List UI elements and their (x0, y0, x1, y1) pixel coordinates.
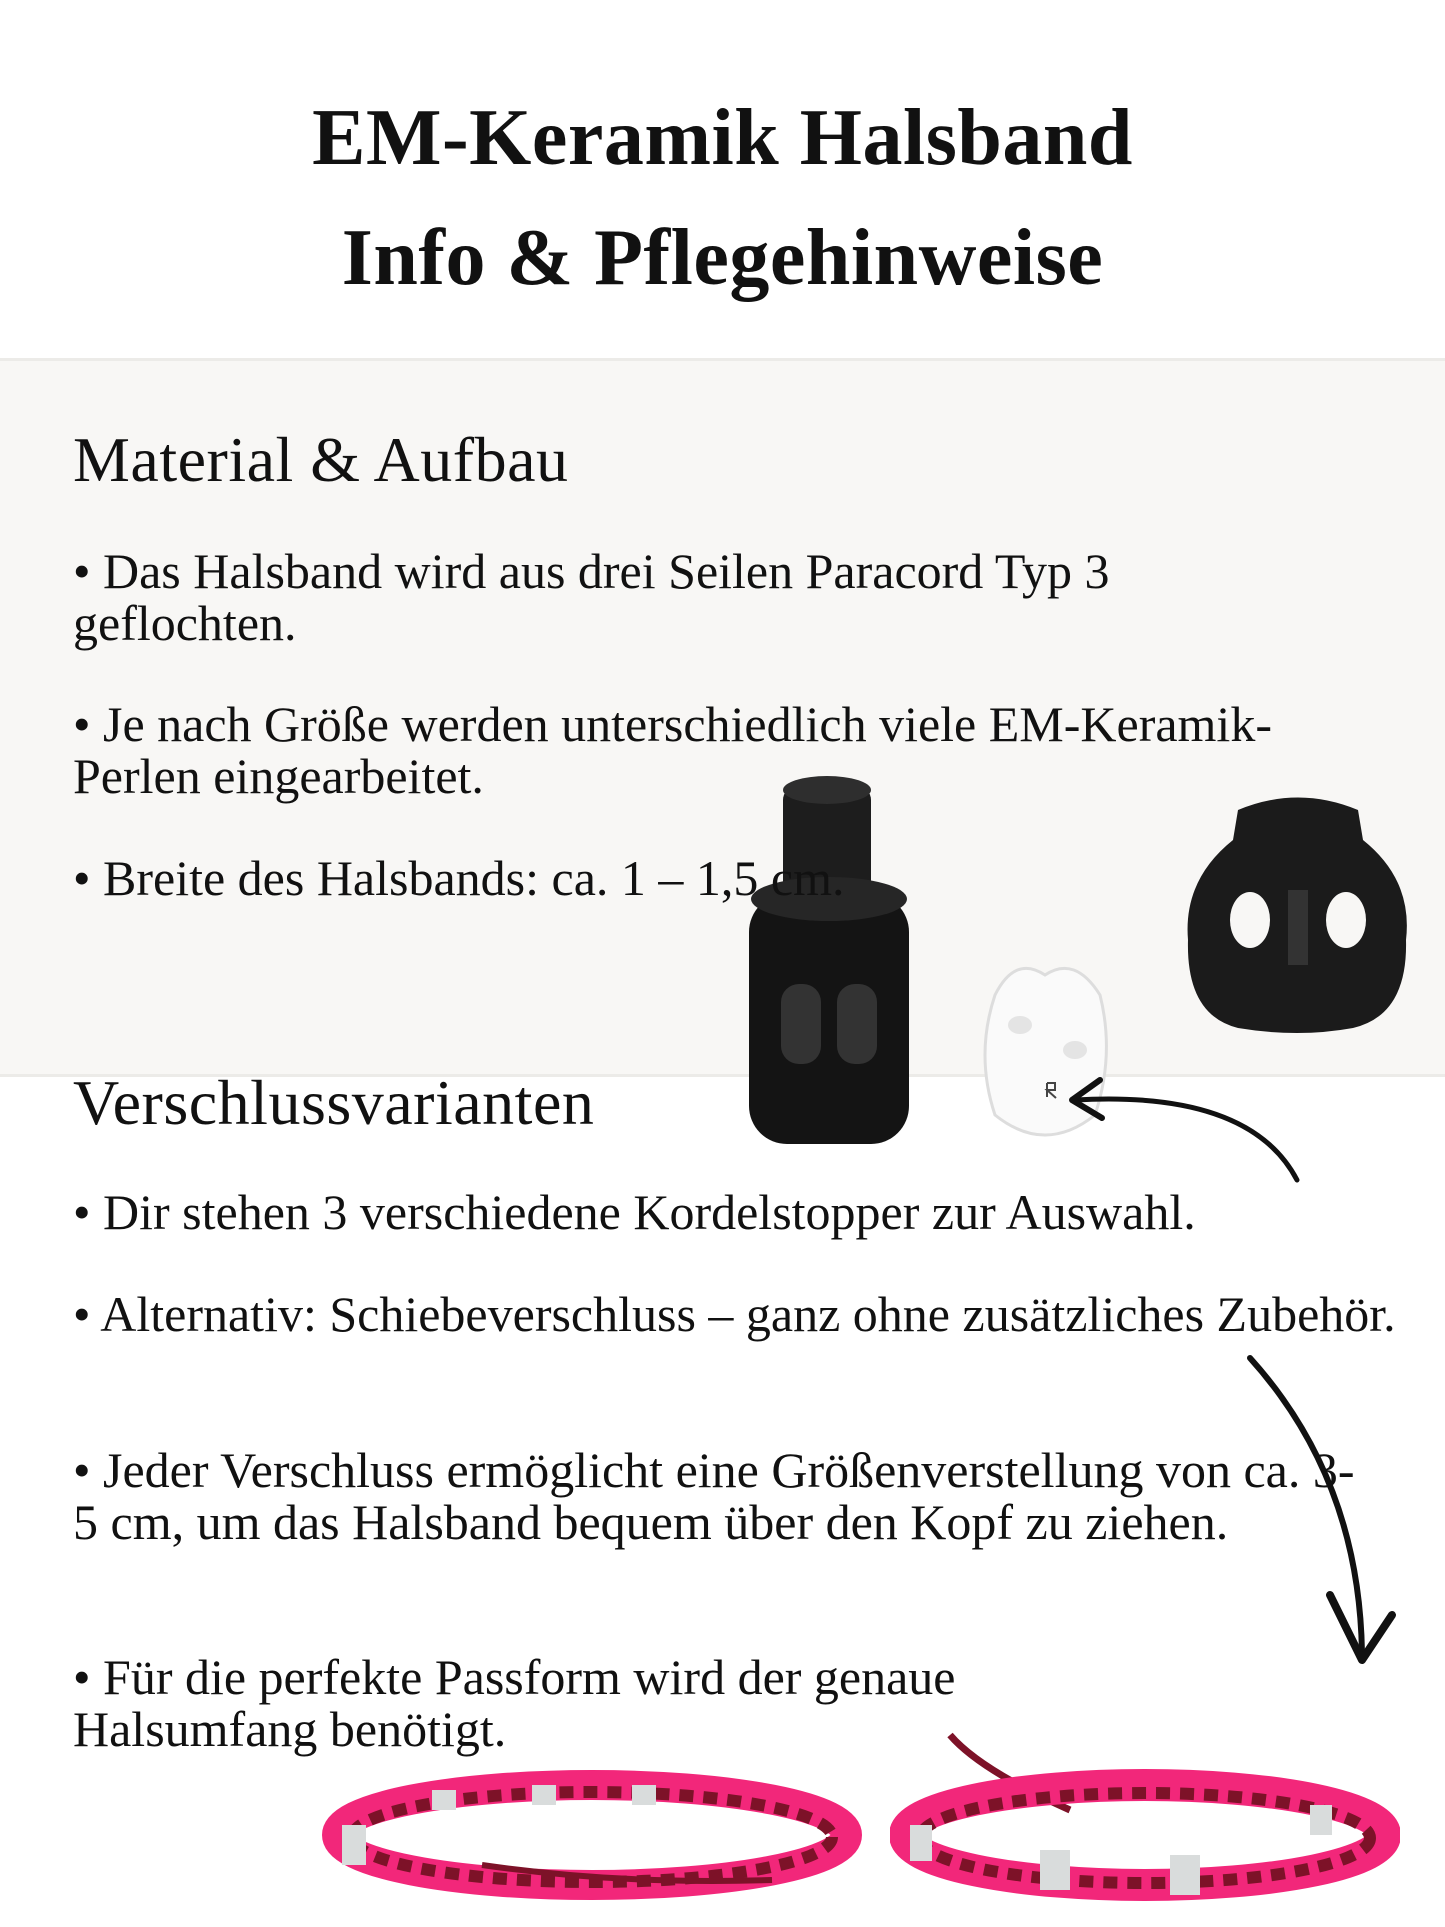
bullet-width: • Breite des Halsbands: ca. 1 – 1,5 cm. (73, 850, 845, 906)
bullet-beads: • Je nach Größe werden unterschiedlich viele EM-Keramik-Perlen eingearbeitet. (73, 696, 1272, 804)
black-cord-stopper-image (1178, 790, 1418, 1035)
page-title-line2: Info & Pflegehinweise (341, 214, 1104, 302)
white-cord-stopper-image (975, 955, 1115, 1150)
cylinder-cord-stopper-image (741, 774, 916, 1159)
bullet-size-adjust: • Jeder Verschluss ermöglicht eine Größenverstellung von ca. 3-5 cm, um das Halsband bequem über den Kopf zu ziehen. (73, 1442, 1355, 1550)
bullet-fit: • Für die perfekte Passform wird der genaue Halsumfang benötigt. (73, 1649, 956, 1757)
bullet-slide-closure: • Alternativ: Schiebeverschluss – ganz ohne zusätzliches Zubehör. (73, 1286, 1396, 1342)
bracelet-cord-stopper-image (322, 1765, 862, 1905)
page-title-line1: EM-Keramik Halsband (312, 94, 1133, 182)
bracelet-slide-closure-image (890, 1730, 1400, 1905)
section-heading-material: Material & Aufbau (73, 424, 569, 495)
bullet-paracord: • Das Halsband wird aus drei Seilen Paracord Typ 3 geflochten. (73, 543, 1110, 651)
bullet-cord-stoppers: • Dir stehen 3 verschiedene Kordelstopper zur Auswahl. (73, 1184, 1196, 1240)
section-heading-closures: Verschlussvarianten (73, 1067, 595, 1138)
